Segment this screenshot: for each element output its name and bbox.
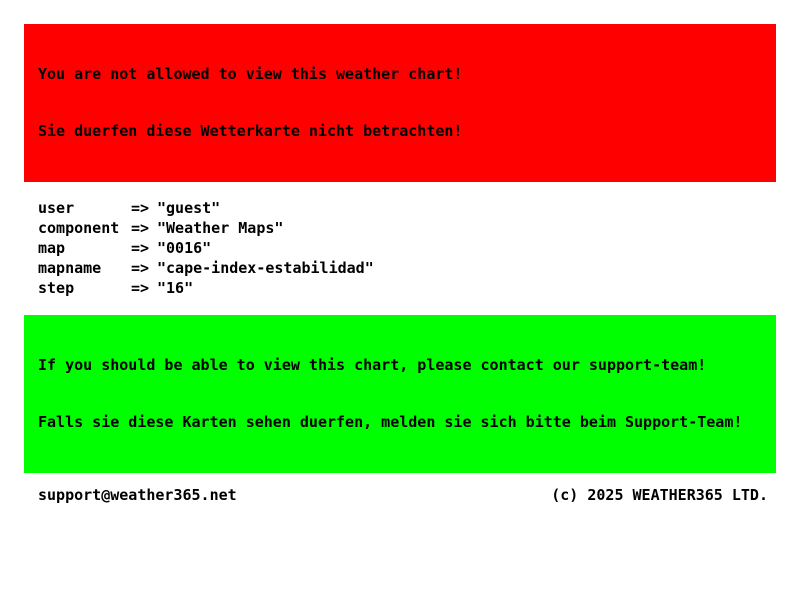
param-row: [38, 238, 776, 258]
param-value: "Weather Maps": [157, 219, 284, 237]
param-arrow: =>: [131, 259, 150, 277]
request-params: [38, 198, 776, 298]
param-key: component: [38, 219, 120, 237]
param-arrow: =>: [131, 199, 150, 217]
param-row: [38, 218, 776, 238]
footer: [24, 485, 776, 505]
info-line-english: If you should be able to view this chart, please contact our support-team!: [38, 356, 707, 374]
param-value: "guest": [157, 199, 221, 217]
param-key: mapname: [38, 259, 102, 277]
param-key: map: [38, 239, 66, 257]
param-arrow: =>: [131, 279, 150, 297]
param-arrow: =>: [131, 219, 150, 237]
error-line-german: Sie duerfen diese Wetterkarte nicht betrachten!: [38, 122, 463, 140]
info-banner: [24, 315, 776, 473]
support-email: support@weather365.net: [38, 486, 237, 504]
error-line-english: You are not allowed to view this weather chart!: [38, 65, 463, 83]
param-value: "cape-index-estabilidad": [157, 259, 374, 277]
copyright-notice: (c) 2025 WEATHER365 LTD.: [551, 486, 768, 504]
param-row: [38, 278, 776, 298]
param-arrow: =>: [131, 239, 150, 257]
param-key: step: [38, 279, 75, 297]
error-banner: [24, 24, 776, 182]
param-row: [38, 258, 776, 278]
param-key: user: [38, 199, 75, 217]
info-line-german: Falls sie diese Karten sehen duerfen, melden sie sich bitte beim Support-Team!: [38, 413, 743, 431]
param-value: "0016": [157, 239, 212, 257]
param-row: [38, 198, 776, 218]
param-value: "16": [157, 279, 194, 297]
